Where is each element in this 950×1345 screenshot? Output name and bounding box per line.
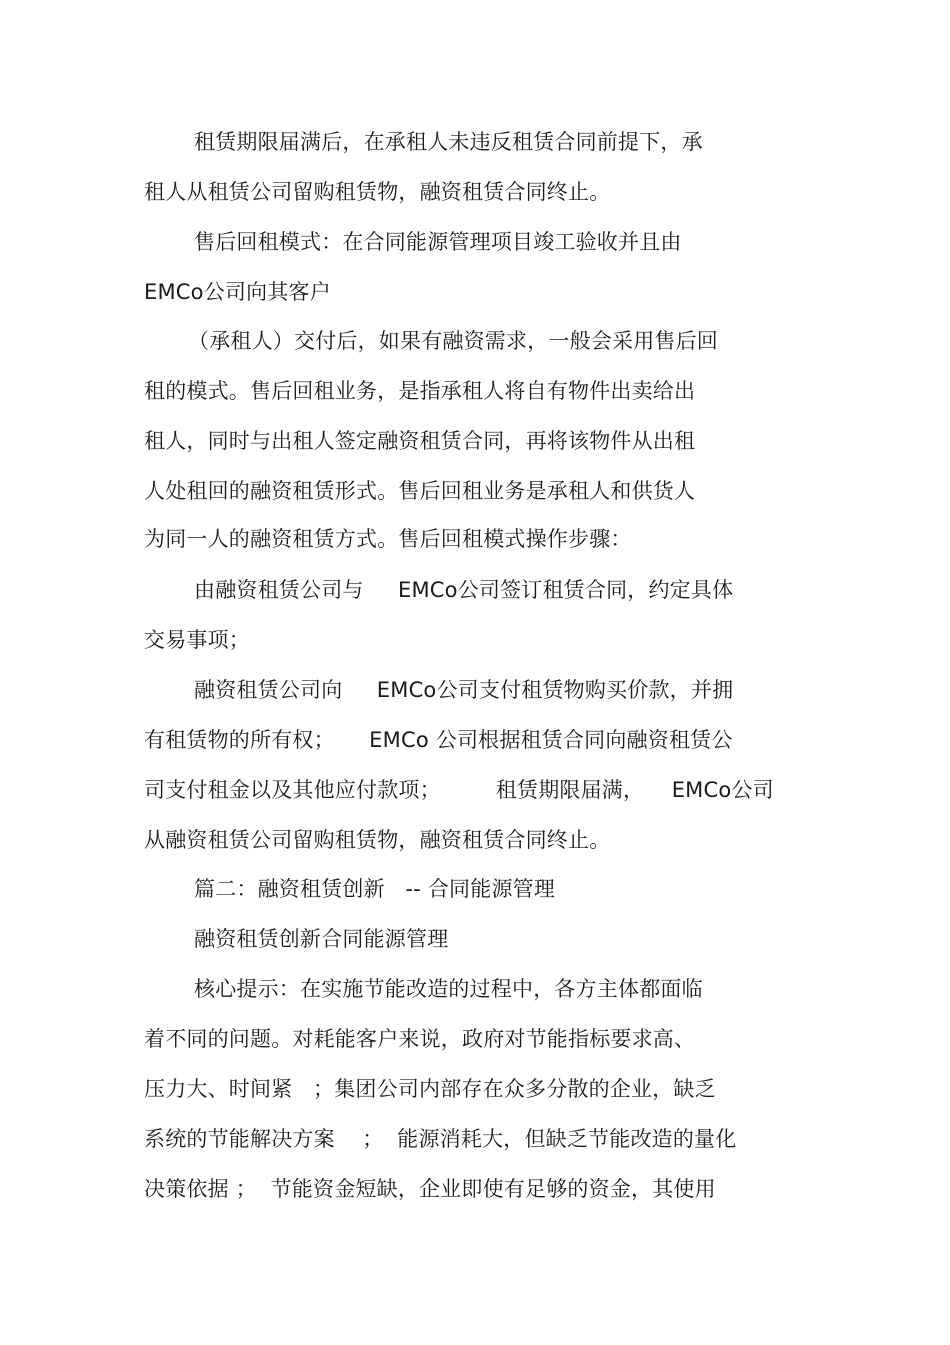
text-line: 着不同的问题。对耗能客户来说，政府对节能指标要求高、 (144, 1027, 696, 1051)
text-line: 有租赁物的所有权； EMCo 公司根据租赁合同向融资租赁公 (144, 728, 733, 752)
text-line: 决策依据 ； 节能资金短缺，企业即使有足够的资金，其使用 (144, 1177, 716, 1201)
text-line: 系统的节能解决方案 ； 能源消耗大，但缺乏节能改造的量化 (144, 1127, 737, 1151)
text-line: 租赁期限届满后，在承租人未违反租赁合同前提下，承 (194, 130, 703, 154)
text-line: 人处租回的融资租赁形式。售后回租业务是承租人和供货人 (144, 479, 696, 503)
text-line: 从融资租赁公司留购租赁物，融资租赁合同终止。 (144, 828, 611, 852)
text-line: 由融资租赁公司与 EMCo公司签订租赁合同，约定具体 (194, 578, 734, 602)
text-line: 售后回租模式：在合同能源管理项目竣工验收并且由 (194, 230, 682, 254)
section-heading: 篇二：融资租赁创新 -- 合同能源管理 (194, 877, 556, 901)
text-line: 租的模式。售后回租业务，是指承租人将自有物件出卖给出 (144, 379, 696, 403)
text-line: 核心提示：在实施节能改造的过程中，各方主体都面临 (194, 977, 703, 1001)
article-title: 融资租赁创新合同能源管理 (194, 927, 449, 951)
text-line: EMCo公司向其客户 (144, 280, 331, 304)
text-line: （承租人）交付后，如果有融资需求，一般会采用售后回 (188, 329, 718, 353)
text-line: 融资租赁公司向 EMCo公司支付租赁物购买价款，并拥 (194, 678, 734, 702)
text-line: 租人，同时与出租人签定融资租赁合同，再将该物件从出租 (144, 429, 696, 453)
text-line: 交易事项； (144, 628, 250, 652)
text-line: 为同一人的融资租赁方式。售后回租模式操作步骤： (144, 527, 632, 551)
text-line: 租人从租赁公司留购租赁物，融资租赁合同终止。 (144, 180, 611, 204)
text-line: 司支付租金以及其他应付款项； 租赁期限届满， EMCo公司 (144, 778, 774, 802)
text-line: 压力大、时间紧 ；集团公司内部存在众多分散的企业，缺乏 (144, 1077, 716, 1101)
